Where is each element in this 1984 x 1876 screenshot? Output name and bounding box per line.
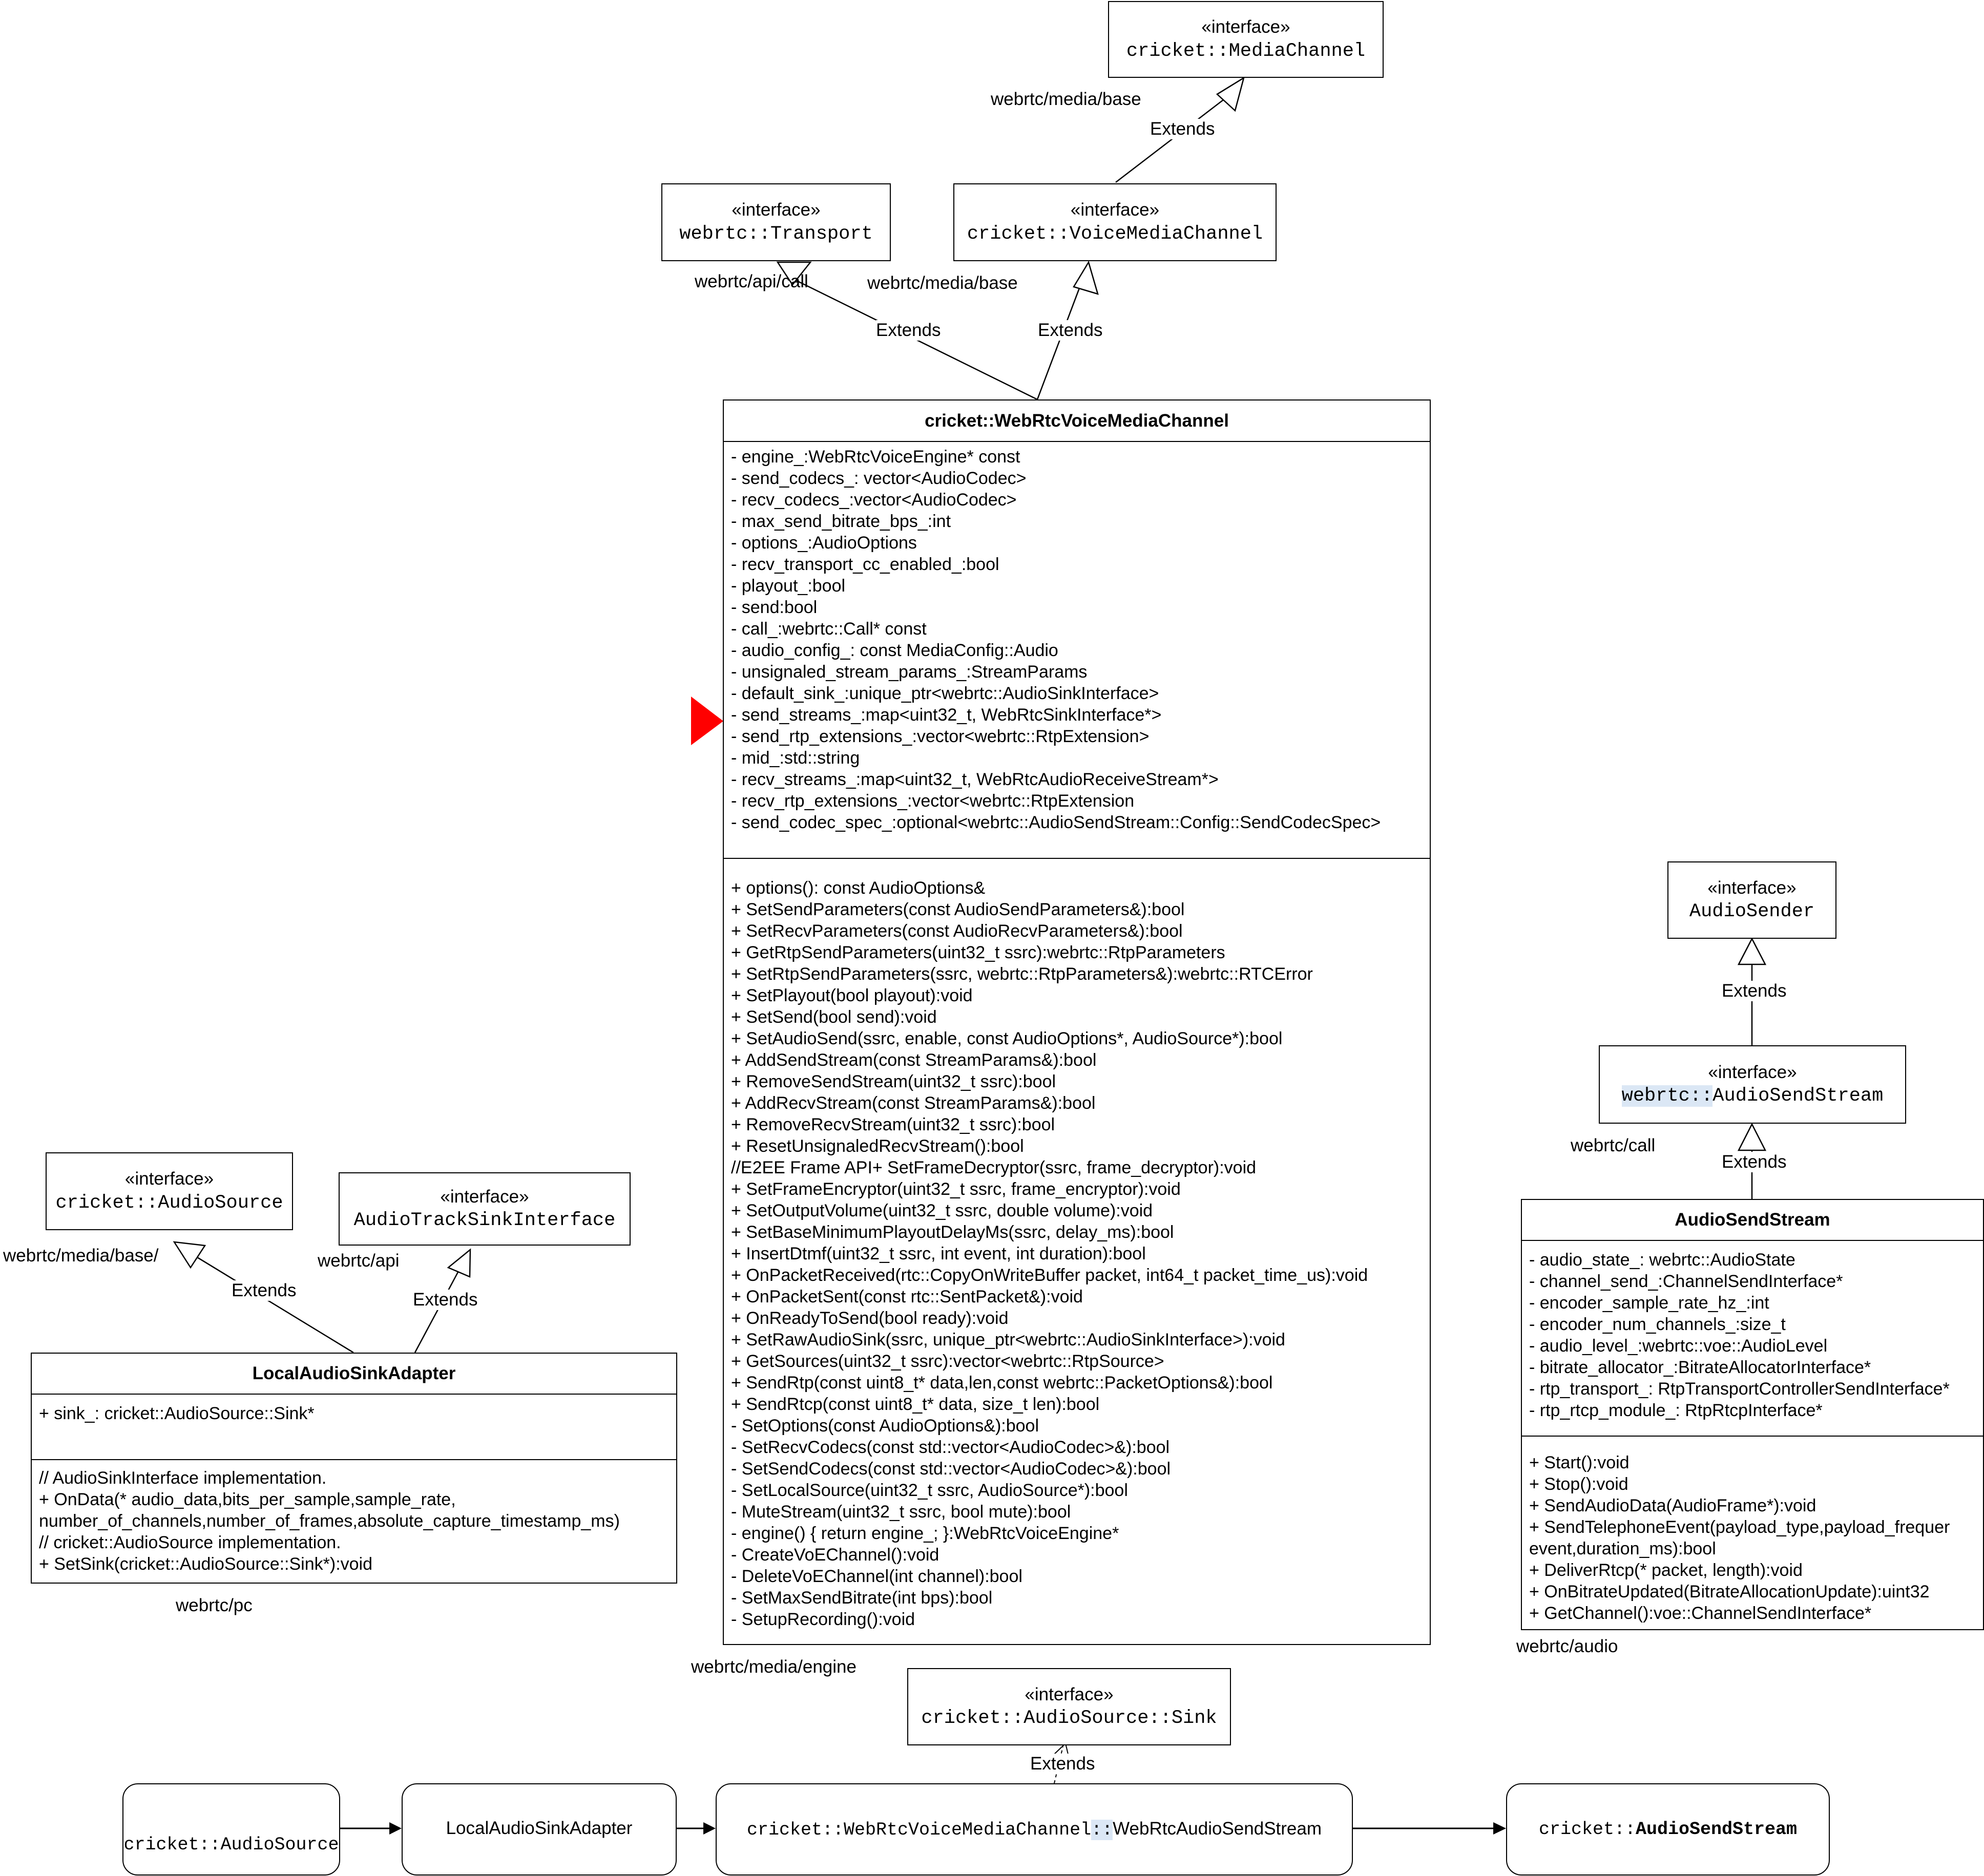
methods-section — [1522, 1452, 1983, 1624]
class-method: - SetSendCodecs(const std::vector<AudioCodec>&):bool — [731, 1459, 1171, 1479]
class-method: + OnBitrateUpdated(BitrateAllocationUpdate):uint32 — [1529, 1582, 1930, 1601]
class-method: event,duration_ms):bool — [1529, 1539, 1716, 1558]
interface-media-channel — [1108, 1, 1384, 78]
extends-arrowhead — [1739, 939, 1765, 964]
interface-name: cricket::VoiceMediaChannel — [967, 223, 1263, 245]
package-label: webrtc/api — [318, 1251, 400, 1271]
flow-node-namespace: cricket:: — [1538, 1819, 1636, 1840]
extends-label: Extends — [1030, 1754, 1095, 1774]
class-method: + AddSendStream(const StreamParams&):bool — [731, 1050, 1097, 1070]
class-attribute: - mid_:std::string — [731, 748, 860, 768]
flow-node-class: cricket::WebRtcVoiceMediaChannel — [746, 1820, 1092, 1840]
class-method: + SetRecvParameters(const AudioRecvParameters&):bool — [731, 921, 1183, 941]
class-attribute: - encoder_sample_rate_hz_:int — [1529, 1293, 1769, 1313]
class-method: + AddRecvStream(const StreamParams&):bool — [731, 1093, 1096, 1113]
class-method: + GetChannel():voe::ChannelSendInterface* — [1529, 1604, 1872, 1623]
class-attribute: - encoder_num_channels_:size_t — [1529, 1315, 1786, 1334]
class-method: - DeleteVoEChannel(int channel):bool — [731, 1567, 1022, 1586]
class-attribute: + sink_: cricket::AudioSource::Sink* — [39, 1404, 315, 1423]
class-method: + SendAudioData(AudioFrame*):void — [1529, 1496, 1816, 1515]
extends-label: Extends — [1722, 1152, 1787, 1172]
class-attribute: - options_:AudioOptions — [731, 533, 917, 553]
class-attribute: - channel_send_:ChannelSendInterface* — [1529, 1272, 1843, 1291]
class-method: // AudioSinkInterface implementation. — [39, 1468, 327, 1488]
class-method: + SetSend(bool send):void — [731, 1007, 937, 1027]
class-method: + ResetUnsignaledRecvStream():bool — [731, 1136, 1024, 1156]
extends-edge — [415, 1271, 458, 1353]
stereotype-label: «interface» — [440, 1186, 529, 1207]
class-method: + OnReadyToSend(bool ready):void — [731, 1309, 1009, 1328]
package-label: webrtc/audio — [1516, 1636, 1618, 1656]
flow-node-name: AudioSendStream — [1635, 1819, 1798, 1840]
class-attribute: - audio_state_: webrtc::AudioState — [1529, 1250, 1795, 1270]
class-method: + SendRtcp(const uint8_t* data, size_t len):bool — [731, 1395, 1100, 1414]
namespace-prefix: webrtc:: — [1621, 1085, 1713, 1107]
interface-name: AudioSender — [1689, 901, 1815, 923]
class-attribute: - recv_codecs_:vector<AudioCodec> — [731, 490, 1017, 510]
interface-voice-media-channel — [953, 183, 1277, 261]
flow-node-audio-source — [122, 1783, 340, 1875]
class-audio-send-stream — [1521, 1199, 1984, 1630]
class-method: - SetupRecording():void — [731, 1610, 915, 1629]
extends-arrowhead — [1217, 78, 1244, 111]
interface-transport — [661, 183, 891, 261]
attributes-section — [1522, 1249, 1983, 1437]
class-method: + GetSources(uint32_t ssrc):vector<webrtc::RtpSource> — [731, 1352, 1164, 1371]
flow-node-label: LocalAudioSinkAdapter — [446, 1818, 633, 1838]
interface-name — [1622, 1084, 1884, 1108]
class-method: + Stop():void — [1529, 1474, 1628, 1494]
extends-arrowhead — [448, 1250, 470, 1277]
class-method: + SetSendParameters(const AudioSendParameters&):bool — [731, 900, 1185, 919]
class-method: + RemoveSendStream(uint32_t ssrc):bool — [731, 1072, 1056, 1091]
class-attribute: - rtp_transport_: RtpTransportControllerSendInterface* — [1529, 1379, 1950, 1399]
class-method: + OnData(* audio_data,bits_per_sample,sample_rate, — [39, 1490, 456, 1509]
extends-label: Extends — [232, 1280, 297, 1300]
class-method: + SetFrameEncryptor(uint32_t ssrc, frame_encryptor):void — [731, 1179, 1181, 1199]
marker-triangle — [691, 697, 723, 745]
package-label: webrtc/pc — [176, 1595, 253, 1615]
class-method: number_of_channels,number_of_frames,absolute_capture_timestamp_ms) — [39, 1511, 620, 1531]
class-method: + SendTelephoneEvent(payload_type,payload_frequer — [1529, 1517, 1950, 1537]
methods-section — [724, 877, 1430, 1630]
class-method: + Start():void — [1529, 1453, 1630, 1472]
class-method: - SetRecvCodecs(const std::vector<AudioCodec>&):bool — [731, 1438, 1170, 1457]
stereotype-label: «interface» — [732, 200, 821, 220]
class-method: - CreateVoEChannel():void — [731, 1545, 939, 1565]
class-method: + SetPlayout(bool playout):void — [731, 986, 973, 1005]
interface-name: cricket::AudioSource::Sink — [921, 1708, 1217, 1730]
extends-label: Extends — [1722, 981, 1787, 1001]
flow-node-text: cricket::AudioSource — [123, 1835, 339, 1855]
class-method: + OnPacketReceived(rtc::CopyOnWriteBuffer packet, int64_t packet_time_us):void — [731, 1266, 1368, 1285]
stereotype-label: «interface» — [1070, 200, 1160, 220]
class-attribute: - engine_:WebRtcVoiceEngine* const — [731, 447, 1020, 467]
class-attribute: - call_:webrtc::Call* const — [731, 619, 927, 639]
interface-name: webrtc::Transport — [679, 223, 873, 245]
flow-node-local-adapter — [402, 1783, 677, 1875]
package-label: webrtc/call — [1571, 1135, 1656, 1155]
class-attribute: - send_codec_spec_:optional<webrtc::AudioSendStream::Config::SendCodecSpec> — [731, 813, 1381, 832]
class-attribute: - unsignaled_stream_params_:StreamParams — [731, 662, 1088, 682]
stereotype-label: «interface» — [1708, 1062, 1797, 1082]
flow-node-label — [123, 1833, 339, 1855]
interface-name: cricket::MediaChannel — [1126, 40, 1366, 62]
flow-node-label — [747, 1819, 1322, 1840]
package-label: webrtc/media/base — [867, 273, 1018, 293]
class-method: + DeliverRtcp(* packet, length):void — [1529, 1561, 1803, 1580]
class-method: - SetLocalSource(uint32_t ssrc, AudioSource*):bool — [731, 1481, 1128, 1500]
extends-label: Extends — [876, 320, 941, 340]
class-attribute: - send:bool — [731, 598, 818, 617]
class-method: //E2EE Frame API+ SetFrameDecryptor(ssrc, frame_decryptor):void — [731, 1158, 1257, 1177]
class-method: + SetBaseMinimumPlayoutDelayMs(ssrc, delay_ms):bool — [731, 1222, 1174, 1242]
class-attribute: - send_rtp_extensions_:vector<webrtc::RtpExtension> — [731, 727, 1150, 746]
flow-arrowhead — [703, 1822, 716, 1835]
package-label: webrtc/media/base — [991, 89, 1141, 109]
extends-arrowhead — [1074, 262, 1098, 294]
class-method: - SetMaxSendBitrate(int bps):bool — [731, 1588, 993, 1608]
class-method: + RemoveRecvStream(uint32_t ssrc):bool — [731, 1115, 1055, 1134]
class-webrtc-voice-media-channel — [723, 399, 1431, 1645]
stereotype-label: «interface» — [1201, 17, 1290, 37]
class-method: // cricket::AudioSource implementation. — [39, 1533, 341, 1552]
class-title: AudioSendStream — [1522, 1200, 1983, 1241]
class-method: + OnPacketSent(const rtc::SentPacket&):void — [731, 1287, 1083, 1306]
class-method: + InsertDtmf(uint32_t ssrc, int event, int duration):bool — [731, 1244, 1146, 1263]
class-attribute: - recv_streams_:map<uint32_t, WebRtcAudioReceiveStream*> — [731, 770, 1219, 789]
interface-audio-source-sink — [907, 1668, 1231, 1745]
class-method: + SendRtp(const uint8_t* data,len,const webrtc::PacketOptions&):bool — [731, 1373, 1273, 1393]
package-label: webrtc/api/call — [695, 271, 808, 291]
class-attribute: - max_send_bitrate_bps_:int — [731, 512, 951, 531]
class-title: cricket::WebRtcVoiceMediaChannel — [724, 401, 1430, 442]
class-method: + SetAudioSend(ssrc, enable, const AudioOptions*, AudioSource*):bool — [731, 1029, 1283, 1048]
class-method: + SetOutputVolume(uint32_t ssrc, double volume):void — [731, 1201, 1153, 1220]
stereotype-label: «interface» — [1707, 877, 1797, 898]
class-title: LocalAudioSinkAdapter — [32, 1354, 676, 1395]
flow-node-audio-send-stream — [1506, 1783, 1830, 1875]
stereotype-label: «interface» — [1025, 1684, 1114, 1704]
class-attribute: - bitrate_allocator_:BitrateAllocatorInterface* — [1529, 1358, 1871, 1377]
interface-audio-source — [46, 1152, 293, 1230]
class-attribute: - recv_transport_cc_enabled_:bool — [731, 555, 999, 574]
interface-name: AudioTrackSinkInterface — [353, 1210, 616, 1232]
interface-audio-sender — [1667, 861, 1836, 939]
flow-arrowhead — [389, 1822, 402, 1835]
interface-name-text: AudioSendStream — [1712, 1085, 1884, 1107]
class-method: - engine() { return engine_; }:WebRtcVoiceEngine* — [731, 1524, 1119, 1543]
class-attribute: - send_streams_:map<uint32_t, WebRtcSinkInterface*> — [731, 705, 1162, 725]
class-method: + SetSink(cricket::AudioSource::Sink*):void — [39, 1554, 373, 1574]
flow-arrowhead — [1493, 1822, 1506, 1835]
flow-node-webrtc-audio-send-stream — [716, 1783, 1353, 1875]
class-attribute: - send_codecs_: vector<AudioCodec> — [731, 469, 1027, 488]
stereotype-label: «interface» — [124, 1169, 214, 1189]
class-attribute: - playout_:bool — [731, 576, 846, 596]
class-method: - SetOptions(const AudioOptions&):bool — [731, 1416, 1039, 1436]
extends-label: Extends — [1038, 320, 1103, 340]
class-method: + SetRawAudioSink(ssrc, unique_ptr<webrtc::AudioSinkInterface>):void — [731, 1330, 1285, 1350]
interface-audio-track-sink — [339, 1172, 631, 1246]
package-label: webrtc/media/engine — [691, 1657, 857, 1677]
flow-node-inner-class: WebRtcAudioSendStream — [1113, 1819, 1322, 1839]
package-label: webrtc/media/base/ — [3, 1246, 159, 1266]
interface-audio-send-stream — [1599, 1045, 1906, 1124]
class-attribute: - recv_rtp_extensions_:vector<webrtc::RtpExtension — [731, 791, 1135, 811]
attributes-section — [32, 1403, 676, 1460]
extends-label: Extends — [1150, 119, 1215, 139]
class-method: - MuteStream(uint32_t ssrc, bool mute):bool — [731, 1502, 1071, 1522]
class-attribute: - default_sink_:unique_ptr<webrtc::AudioSinkInterface> — [731, 684, 1159, 703]
extends-arrowhead — [174, 1242, 205, 1268]
class-method: + options(): const AudioOptions& — [731, 878, 986, 898]
flow-node-separator: :: — [1091, 1820, 1113, 1840]
extends-label: Extends — [413, 1290, 478, 1310]
extends-arrowhead — [1739, 1124, 1765, 1150]
extends-edge — [1037, 287, 1080, 399]
attributes-section — [724, 446, 1430, 859]
interface-name: cricket::AudioSource — [55, 1192, 283, 1214]
flow-node-label — [1539, 1819, 1797, 1840]
class-method: + GetRtpSendParameters(uint32_t ssrc):webrtc::RtpParameters — [731, 943, 1225, 962]
methods-section — [32, 1467, 676, 1575]
class-attribute: - rtp_rtcp_module_: RtpRtcpInterface* — [1529, 1401, 1823, 1420]
class-attribute: - audio_level_:webrtc::voe::AudioLevel — [1529, 1336, 1828, 1356]
class-local-audio-sink-adapter — [31, 1353, 677, 1584]
extends-edge — [197, 1257, 353, 1353]
class-method: + SetRtpSendParameters(ssrc, webrtc::RtpParameters&):webrtc::RTCError — [731, 964, 1313, 984]
class-attribute: - audio_config_: const MediaConfig::Audio — [731, 641, 1058, 660]
